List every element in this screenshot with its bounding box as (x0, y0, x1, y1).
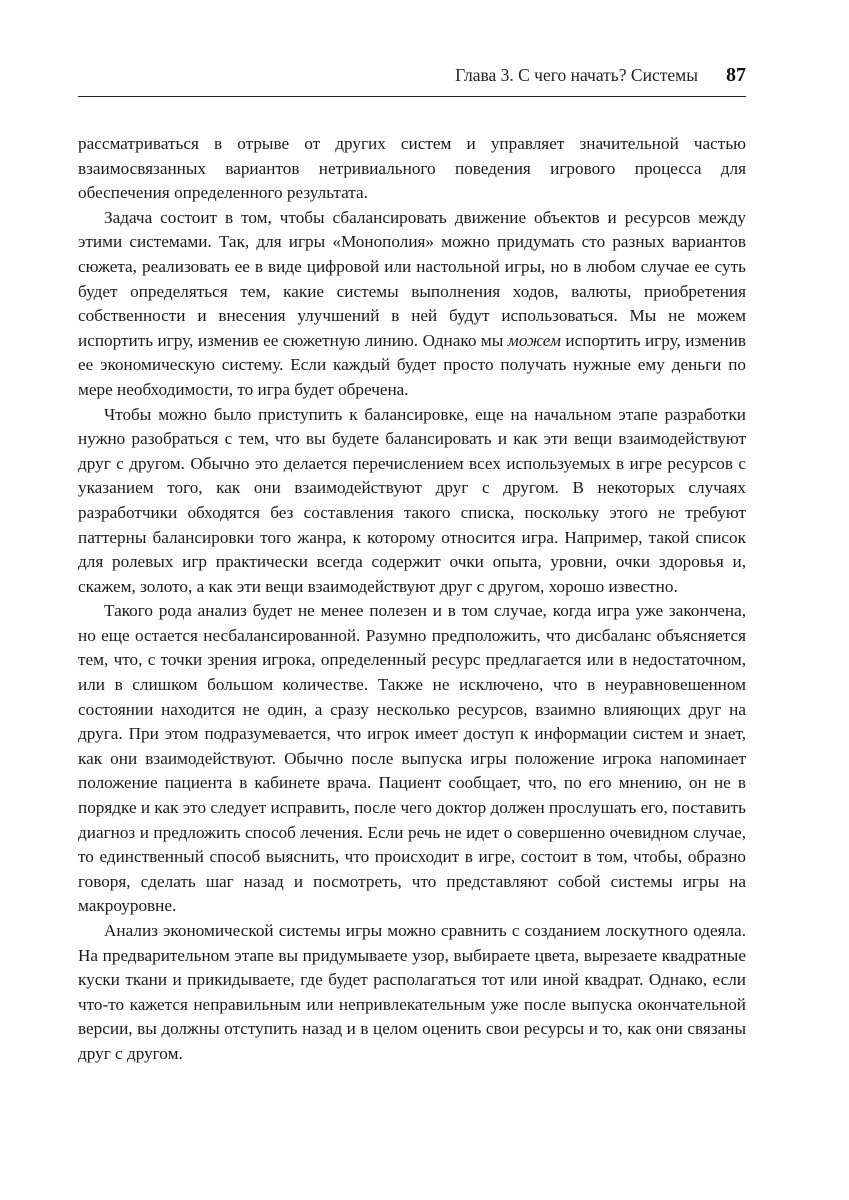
paragraph-2-continuation-start: Однако мы (422, 330, 508, 350)
paragraph-5: Анализ экономической системы игры можно сравнить с созданием лоскутного одеяла. На предварительном этапе вы придумываете узор, выбираете цвета, вырезаете квадратные куски ткани и прикидываете, где будет располагаться тот или иной квадрат. Однако, если что-то кажется неправильным или непривлекательным уже после выпуска окончательной версии, вы должны отступить назад и в целом оценить свои ресурсы и то, как они связаны друг с другом. (78, 921, 746, 1063)
paragraph-1: рассматриваться в отрыве от других систем и управляет значительной частью взаимосвязанных вариантов нетривиального поведения игрового процесса для обеспечения определенного результата. (78, 134, 746, 203)
paragraph-2-text: Задача состоит в том, чтобы сбалансировать движение объектов и ресурсов между этими системами. Так, для игры «Монополия» можно придумать сто разных вариантов сюжета, реализовать ее в виде цифровой или настольной игры, но в любом случае ее суть будет определяться тем, какие системы выполнения ходов, валюты, приобретения собственности и внесения улучшений в ней будут использоваться. Мы не можем испортить игру, изменив ее сюжетную линию. (78, 207, 746, 350)
running-header (78, 64, 746, 97)
paragraph-2-continuation-end: испортить игру, изменив ее экономическую систему. Если каждый будет просто получать нужные ему деньги по мере необходимости, то игра будет обречена. (78, 330, 746, 399)
page-number: 87 (726, 64, 746, 86)
paragraph-3: Чтобы можно было приступить к балансировке, еще на начальном этапе разработки нужно разобраться с тем, что вы будете балансировать и как эти вещи взаимодействуют друг с другом. Обычно это делается перечислением всех используемых в игре ресурсов с указанием того, как они взаимодействуют друг с другом. В некоторых случаях разработчики обходятся без составления такого списка, поскольку этого не требуют паттерны балансировки того жанра, к которому относится игра. Например, такой список для ролевых игр практически всегда содержит очки опыта, уровни, очки здоровья и, скажем, золото, а как эти вещи взаимодействуют друг с другом, хорошо известно. (78, 404, 746, 596)
book-page (78, 64, 746, 1067)
chapter-title: Глава 3. С чего начать? Системы (455, 65, 698, 85)
paragraph-2 (78, 206, 746, 403)
paragraph-4: Такого рода анализ будет не менее полезен и в том случае, когда игра уже закончена, но еще остается несбалансированной. Разумно предположить, что дисбаланс объясняется тем, что, с точки зрения игрока, определенный ресурс предлагается или в недостаточном, или в слишком большом количестве. Также не исключено, что в неуравновешенном состоянии находится не один, а сразу несколько ресурсов, взаимно влияющих друг на друга. При этом подразумевается, что игрок имеет доступ к информации систем и знает, как они взаимодействуют. Обычно после выпуска игры положение игрока напоминает положение пациента в кабинете врача. Пациент сообщает, что, по его мнению, он не в порядке и как это следует исправить, после чего доктор должен прослушать его, поставить диагноз и предложить способ лечения. Если речь не идет о совершенно очевидном случае, то единственный способ выяснить, что происходит в игре, состоит в том, чтобы, образно говоря, сделать шаг назад и посмотреть, что представляют собой системы игры на макроуровне. (78, 601, 746, 916)
body-text (78, 132, 746, 1067)
emphasis-text: можем (507, 330, 561, 350)
